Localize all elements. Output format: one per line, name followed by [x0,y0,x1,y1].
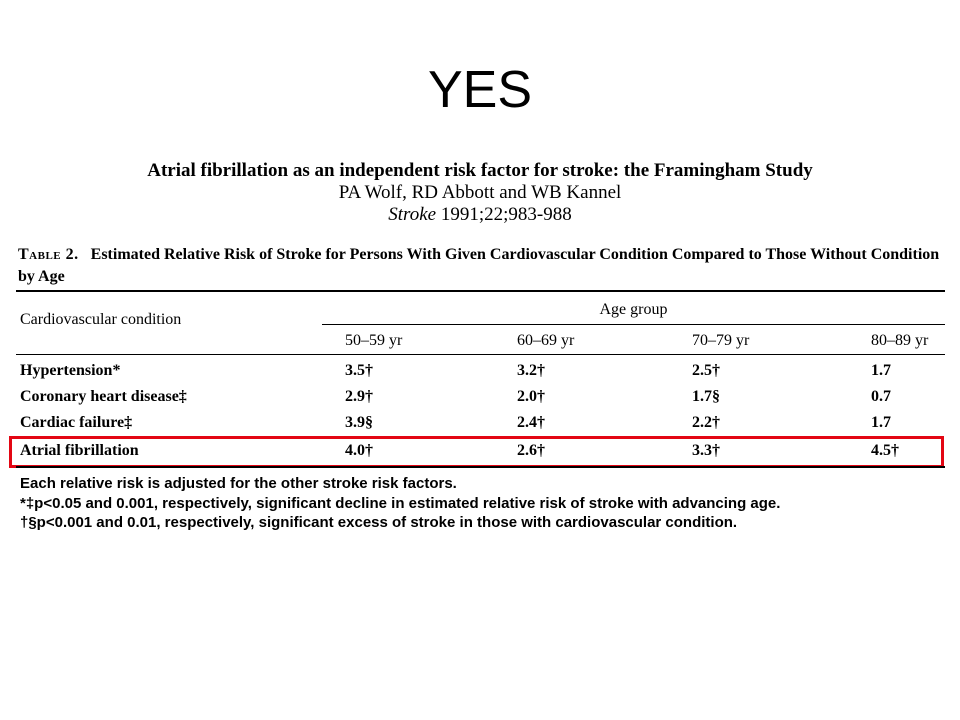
citation-authors: PA Wolf, RD Abbott and WB Kannel [338,182,622,203]
table-row-coronary-heart-disease [16,384,945,410]
table-row-hypertension [16,358,945,384]
table-cell: 4.0† [345,442,373,459]
table-cell: 0.7 [871,388,891,405]
table-cell: 2.9† [345,388,373,405]
table-cell: 2.0† [517,388,545,405]
table-row-cardiac-failure [16,410,945,436]
footnote: Each relative risk is adjusted for the other stroke risk factors. [20,475,457,492]
table-bottom-rule [16,466,945,468]
age-group-header: Age group [599,301,668,318]
table-cell: 2.6† [517,442,545,459]
table-cell: 3.3† [692,442,720,459]
row-label: Hypertension* [20,362,121,379]
column-header: 60–69 yr [517,332,575,349]
footnote: †§p<0.001 and 0.01, respectively, significant excess of stroke in those with cardiovascular condition. [20,514,738,531]
table-footnotes [20,474,940,533]
row-header: Cardiovascular condition [20,311,182,328]
table-cell: 2.4† [517,414,545,431]
highlight-box [9,436,944,468]
table-cell: 3.2† [517,362,545,379]
citation-title: Atrial fibrillation as an independent risk factor for stroke: the Framingham Study [147,160,813,181]
table-cell: 1.7 [871,414,891,431]
table-cell: 1.7 [871,362,891,379]
table-cell: 1.7§ [692,388,720,405]
table-cell: 2.2† [692,414,720,431]
column-header: 80–89 yr [871,332,929,349]
age-group-rule [322,324,945,325]
row-label: Atrial fibrillation [20,442,139,459]
slide-title: YES [427,61,533,119]
footnote: *‡p<0.05 and 0.001, respectively, significant decline in estimated relative risk of stroke with advancing age. [20,494,781,512]
citation-journal-name: Stroke [388,204,437,225]
table-cell: 4.5† [871,442,899,459]
table-caption-text: Estimated Relative Risk of Stroke for Persons With Given Cardiovascular Condition Compared to Those Without Condition by Age [18,246,940,285]
table-header-rule [16,354,945,355]
table-cell: 3.5† [345,362,373,379]
table-caption [18,244,948,288]
citation-journal [0,204,960,226]
table-label: Table 2. [18,246,79,263]
table-cell: 3.9§ [345,414,373,431]
table-top-rule [16,290,945,292]
column-header: 70–79 yr [692,332,750,349]
citation-reference: 1991;22;983-988 [436,204,572,225]
table-cell: 2.5† [692,362,720,379]
column-header: 50–59 yr [345,332,403,349]
row-label: Cardiac failure‡ [20,414,133,431]
row-label: Coronary heart disease‡ [20,388,187,405]
citation [0,160,960,226]
